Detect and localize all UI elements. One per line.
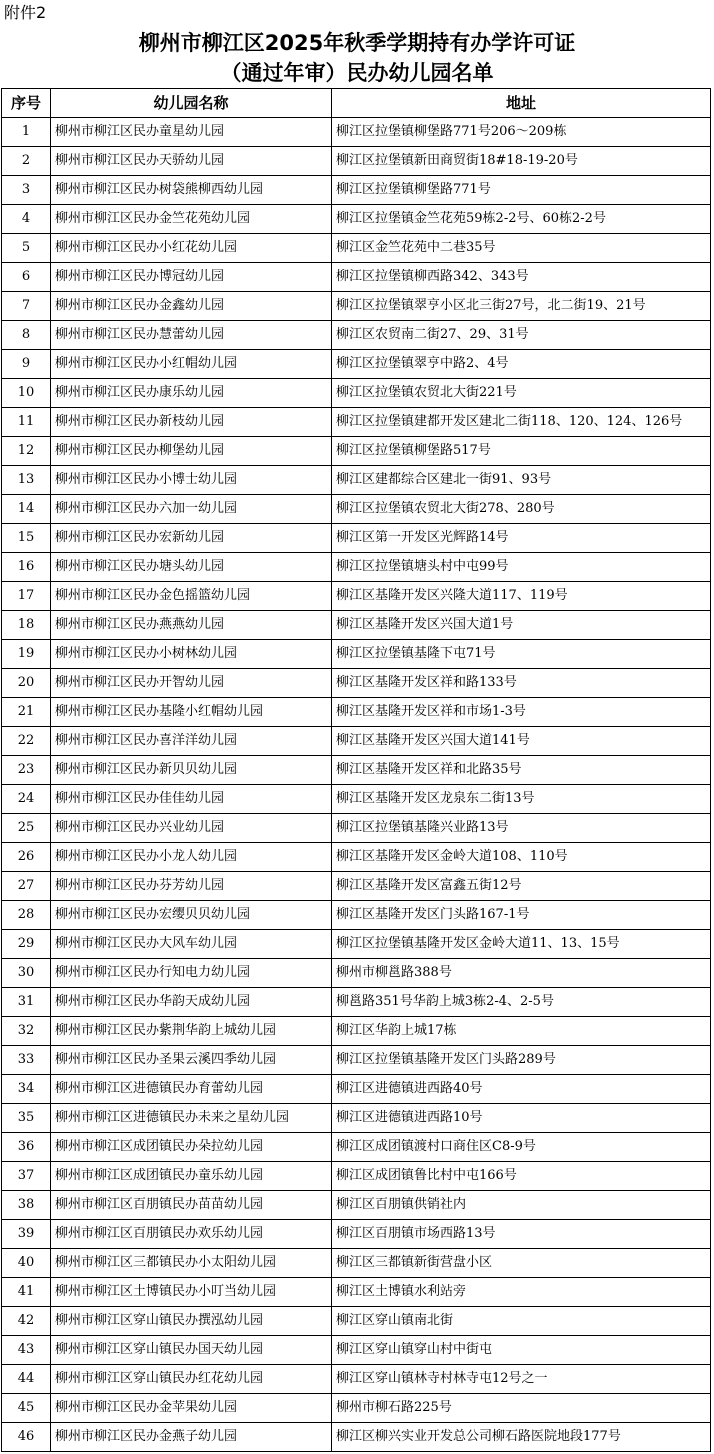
- row-serial-number: 44: [2, 1365, 51, 1394]
- row-serial-number: 9: [2, 350, 51, 379]
- row-address: 柳江区第一开发区光辉路14号: [332, 524, 711, 553]
- row-address: 柳江区拉堡镇柳堡路771号206～209栋: [332, 118, 711, 147]
- row-serial-number: 14: [2, 495, 51, 524]
- table-row: [2, 1394, 711, 1423]
- row-serial-number: 7: [2, 292, 51, 321]
- row-serial-number: 6: [2, 263, 51, 292]
- table-row: [2, 843, 711, 872]
- table-row: [2, 901, 711, 930]
- row-address: 柳江区穿山镇穿山村中街屯: [332, 1336, 711, 1365]
- row-address: 柳江区拉堡镇基隆开发区门头路289号: [332, 1046, 711, 1075]
- table-row: [2, 698, 711, 727]
- row-serial-number: 1: [2, 118, 51, 147]
- row-serial-number: 3: [2, 176, 51, 205]
- row-serial-number: 34: [2, 1075, 51, 1104]
- row-address: 柳江区百朋镇供销社内: [332, 1191, 711, 1220]
- row-kindergarten-name: 柳州市柳江区民办小红帽幼儿园: [51, 350, 332, 379]
- row-kindergarten-name: 柳州市柳江区穿山镇民办国天幼儿园: [51, 1336, 332, 1365]
- row-address: 柳江区拉堡镇基隆下屯71号: [332, 640, 711, 669]
- row-serial-number: 20: [2, 669, 51, 698]
- row-kindergarten-name: 柳州市柳江区民办圣果云溪四季幼儿园: [51, 1046, 332, 1075]
- row-kindergarten-name: 柳州市柳江区民办新贝贝幼儿园: [51, 756, 332, 785]
- row-serial-number: 15: [2, 524, 51, 553]
- row-address: 柳江区基隆开发区兴国大道1号: [332, 611, 711, 640]
- row-kindergarten-name: 柳州市柳江区民办燕燕幼儿园: [51, 611, 332, 640]
- row-kindergarten-name: 柳州市柳江区民办宏新幼儿园: [51, 524, 332, 553]
- table-header-row: [2, 89, 711, 118]
- row-kindergarten-name: 柳州市柳江区民办天骄幼儿园: [51, 147, 332, 176]
- row-address: 柳江区拉堡镇柳西路342、343号: [332, 263, 711, 292]
- table-row: [2, 350, 711, 379]
- table-row: [2, 437, 711, 466]
- table-row: [2, 640, 711, 669]
- table-row: [2, 379, 711, 408]
- table-row: [2, 524, 711, 553]
- row-kindergarten-name: 柳州市柳江区民办金燕子幼儿园: [51, 1423, 332, 1452]
- row-serial-number: 4: [2, 205, 51, 234]
- row-kindergarten-name: 柳州市柳江区民办兴业幼儿园: [51, 814, 332, 843]
- row-address: 柳江区拉堡镇柳堡路771号: [332, 176, 711, 205]
- row-serial-number: 23: [2, 756, 51, 785]
- row-kindergarten-name: 柳州市柳江区民办华韵天成幼儿园: [51, 988, 332, 1017]
- row-serial-number: 21: [2, 698, 51, 727]
- table-body: [2, 118, 711, 1452]
- row-address: 柳江区柳兴实业开发总公司柳石路医院地段177号: [332, 1423, 711, 1452]
- table-row: [2, 611, 711, 640]
- row-address: 柳江区基隆开发区兴国大道141号: [332, 727, 711, 756]
- row-kindergarten-name: 柳州市柳江区成团镇民办朵拉幼儿园: [51, 1133, 332, 1162]
- table-row: [2, 205, 711, 234]
- row-kindergarten-name: 柳州市柳江区民办喜洋洋幼儿园: [51, 727, 332, 756]
- row-kindergarten-name: 柳州市柳江区民办宏缨贝贝幼儿园: [51, 901, 332, 930]
- row-serial-number: 11: [2, 408, 51, 437]
- row-serial-number: 36: [2, 1133, 51, 1162]
- document-title-line-1: 柳州市柳江区2025年秋季学期持有办学许可证: [138, 31, 576, 55]
- table-row: [2, 321, 711, 350]
- row-address: 柳江区进德镇进西路40号: [332, 1075, 711, 1104]
- table-row: [2, 495, 711, 524]
- row-kindergarten-name: 柳州市柳江区民办金色摇篮幼儿园: [51, 582, 332, 611]
- kindergarten-list-table: [1, 88, 711, 1452]
- row-address: 柳江区基隆开发区龙泉东二街13号: [332, 785, 711, 814]
- row-serial-number: 33: [2, 1046, 51, 1075]
- table-row: [2, 1191, 711, 1220]
- row-serial-number: 30: [2, 959, 51, 988]
- row-serial-number: 27: [2, 872, 51, 901]
- row-kindergarten-name: 柳州市柳江区民办慧蕾幼儿园: [51, 321, 332, 350]
- table-row: [2, 1162, 711, 1191]
- row-address: 柳江区金竺花苑中二巷35号: [332, 234, 711, 263]
- row-kindergarten-name: 柳州市柳江区民办基隆小红帽幼儿园: [51, 698, 332, 727]
- row-address: 柳江区拉堡镇翠亨小区北三街27号，北二街19、21号: [332, 292, 711, 321]
- row-address: 柳江区穿山镇林寺村林寺屯12号之一: [332, 1365, 711, 1394]
- row-address: 柳江区基隆开发区祥和路133号: [332, 669, 711, 698]
- table-row: [2, 1017, 711, 1046]
- table-row: [2, 1278, 711, 1307]
- row-serial-number: 28: [2, 901, 51, 930]
- row-kindergarten-name: 柳州市柳江区进德镇民办未来之星幼儿园: [51, 1104, 332, 1133]
- table-row: [2, 1336, 711, 1365]
- row-serial-number: 40: [2, 1249, 51, 1278]
- row-address: 柳州市柳石路225号: [332, 1394, 711, 1423]
- row-address: 柳江区基隆开发区兴隆大道117、119号: [332, 582, 711, 611]
- table-row: [2, 408, 711, 437]
- table-row: [2, 466, 711, 495]
- row-kindergarten-name: 柳州市柳江区土博镇民办小叮当幼儿园: [51, 1278, 332, 1307]
- row-kindergarten-name: 柳州市柳江区百朋镇民办苗苗幼儿园: [51, 1191, 332, 1220]
- row-kindergarten-name: 柳州市柳江区民办紫荆华韵上城幼儿园: [51, 1017, 332, 1046]
- row-kindergarten-name: 柳州市柳江区民办金苹果幼儿园: [51, 1394, 332, 1423]
- row-address: 柳江区拉堡镇塘头村中屯99号: [332, 553, 711, 582]
- row-serial-number: 29: [2, 930, 51, 959]
- table-row: [2, 988, 711, 1017]
- row-address: 柳江区华韵上城17栋: [332, 1017, 711, 1046]
- row-address: 柳江区土博镇水利站旁: [332, 1278, 711, 1307]
- row-address: 柳州市柳邕路388号: [332, 959, 711, 988]
- row-kindergarten-name: 柳州市柳江区民办小博士幼儿园: [51, 466, 332, 495]
- row-serial-number: 42: [2, 1307, 51, 1336]
- row-address: 柳江区基隆开发区金岭大道108、110号: [332, 843, 711, 872]
- row-kindergarten-name: 柳州市柳江区进德镇民办育蕾幼儿园: [51, 1075, 332, 1104]
- row-serial-number: 39: [2, 1220, 51, 1249]
- row-serial-number: 16: [2, 553, 51, 582]
- row-kindergarten-name: 柳州市柳江区民办塘头幼儿园: [51, 553, 332, 582]
- header-address: 地址: [332, 89, 711, 118]
- row-serial-number: 12: [2, 437, 51, 466]
- table-row: [2, 118, 711, 147]
- header-kindergarten-name: 幼儿园名称: [51, 89, 332, 118]
- row-address: 柳江区基隆开发区祥和市场1-3号: [332, 698, 711, 727]
- row-address: 柳江区基隆开发区富鑫五街12号: [332, 872, 711, 901]
- table-row: [2, 234, 711, 263]
- row-serial-number: 8: [2, 321, 51, 350]
- table-row: [2, 582, 711, 611]
- table-row: [2, 1307, 711, 1336]
- row-serial-number: 41: [2, 1278, 51, 1307]
- table-row: [2, 292, 711, 321]
- table-row: [2, 1423, 711, 1452]
- table-row: [2, 1046, 711, 1075]
- row-address: 柳江区建都综合区建北一街91、93号: [332, 466, 711, 495]
- row-kindergarten-name: 柳州市柳江区民办大风车幼儿园: [51, 930, 332, 959]
- row-kindergarten-name: 柳州市柳江区三都镇民办小太阳幼儿园: [51, 1249, 332, 1278]
- row-address: 柳江区成团镇渡村口商住区C8-9号: [332, 1133, 711, 1162]
- row-address: 柳江区农贸南二街27、29、31号: [332, 321, 711, 350]
- row-kindergarten-name: 柳州市柳江区百朋镇民办欢乐幼儿园: [51, 1220, 332, 1249]
- row-address: 柳江区进德镇进西路10号: [332, 1104, 711, 1133]
- document-title-line-2: （通过年审）民办幼儿园名单: [220, 61, 494, 85]
- table-row: [2, 147, 711, 176]
- row-kindergarten-name: 柳州市柳江区民办开智幼儿园: [51, 669, 332, 698]
- row-kindergarten-name: 柳州市柳江区民办小龙人幼儿园: [51, 843, 332, 872]
- table-row: [2, 756, 711, 785]
- row-kindergarten-name: 柳州市柳江区穿山镇民办红花幼儿园: [51, 1365, 332, 1394]
- row-serial-number: 2: [2, 147, 51, 176]
- row-serial-number: 37: [2, 1162, 51, 1191]
- row-serial-number: 25: [2, 814, 51, 843]
- table-row: [2, 872, 711, 901]
- row-serial-number: 22: [2, 727, 51, 756]
- row-kindergarten-name: 柳州市柳江区民办康乐幼儿园: [51, 379, 332, 408]
- table-row: [2, 1220, 711, 1249]
- row-address: 柳江区拉堡镇柳堡路517号: [332, 437, 711, 466]
- row-serial-number: 45: [2, 1394, 51, 1423]
- row-serial-number: 5: [2, 234, 51, 263]
- row-kindergarten-name: 柳州市柳江区民办佳佳幼儿园: [51, 785, 332, 814]
- table-row: [2, 1133, 711, 1162]
- row-address: 柳江区拉堡镇农贸北大街278、280号: [332, 495, 711, 524]
- row-kindergarten-name: 柳州市柳江区民办树袋熊柳西幼儿园: [51, 176, 332, 205]
- row-serial-number: 13: [2, 466, 51, 495]
- row-serial-number: 19: [2, 640, 51, 669]
- row-address: 柳江区拉堡镇金竺花苑59栋2-2号、60栋2-2号: [332, 205, 711, 234]
- table-row: [2, 553, 711, 582]
- row-address: 柳江区穿山镇南北街: [332, 1307, 711, 1336]
- row-kindergarten-name: 柳州市柳江区民办金竺花苑幼儿园: [51, 205, 332, 234]
- row-kindergarten-name: 柳州市柳江区穿山镇民办撰泓幼儿园: [51, 1307, 332, 1336]
- row-address: 柳江区基隆开发区门头路167-1号: [332, 901, 711, 930]
- row-serial-number: 43: [2, 1336, 51, 1365]
- row-serial-number: 26: [2, 843, 51, 872]
- table-row: [2, 814, 711, 843]
- row-address: 柳江区拉堡镇农贸北大街221号: [332, 379, 711, 408]
- header-serial-number: 序号: [2, 89, 51, 118]
- row-serial-number: 18: [2, 611, 51, 640]
- row-kindergarten-name: 柳州市柳江区民办新枝幼儿园: [51, 408, 332, 437]
- attachment-label: 附件2: [4, 3, 47, 22]
- table-row: [2, 1075, 711, 1104]
- table-row: [2, 930, 711, 959]
- row-address: 柳江区基隆开发区祥和北路35号: [332, 756, 711, 785]
- row-serial-number: 35: [2, 1104, 51, 1133]
- row-kindergarten-name: 柳州市柳江区民办童星幼儿园: [51, 118, 332, 147]
- row-address: 柳江区三都镇新街营盘小区: [332, 1249, 711, 1278]
- row-address: 柳江区拉堡镇翠亨中路2、4号: [332, 350, 711, 379]
- table-row: [2, 1365, 711, 1394]
- row-address: 柳江区拉堡镇建都开发区建北二街118、120、124、126号: [332, 408, 711, 437]
- row-address: 柳江区拉堡镇基隆兴业路13号: [332, 814, 711, 843]
- table-row: [2, 959, 711, 988]
- row-serial-number: 46: [2, 1423, 51, 1452]
- row-serial-number: 10: [2, 379, 51, 408]
- row-kindergarten-name: 柳州市柳江区民办芬芳幼儿园: [51, 872, 332, 901]
- table-row: [2, 263, 711, 292]
- row-serial-number: 31: [2, 988, 51, 1017]
- table-row: [2, 176, 711, 205]
- table-row: [2, 1104, 711, 1133]
- row-kindergarten-name: 柳州市柳江区民办柳堡幼儿园: [51, 437, 332, 466]
- table-row: [2, 1249, 711, 1278]
- table-row: [2, 669, 711, 698]
- row-address: 柳邕路351号华韵上城3栋2-4、2-5号: [332, 988, 711, 1017]
- row-kindergarten-name: 柳州市柳江区民办金鑫幼儿园: [51, 292, 332, 321]
- row-address: 柳江区百朋镇市场西路13号: [332, 1220, 711, 1249]
- row-kindergarten-name: 柳州市柳江区民办小红花幼儿园: [51, 234, 332, 263]
- row-serial-number: 32: [2, 1017, 51, 1046]
- row-address: 柳江区成团镇鲁比村中屯166号: [332, 1162, 711, 1191]
- row-serial-number: 17: [2, 582, 51, 611]
- row-serial-number: 24: [2, 785, 51, 814]
- row-kindergarten-name: 柳州市柳江区民办六加一幼儿园: [51, 495, 332, 524]
- row-address: 柳江区拉堡镇新田商贸街18#18-19-20号: [332, 147, 711, 176]
- row-address: 柳江区拉堡镇基隆开发区金岭大道11、13、15号: [332, 930, 711, 959]
- row-kindergarten-name: 柳州市柳江区民办博冠幼儿园: [51, 263, 332, 292]
- row-kindergarten-name: 柳州市柳江区民办行知电力幼儿园: [51, 959, 332, 988]
- table-row: [2, 727, 711, 756]
- row-serial-number: 38: [2, 1191, 51, 1220]
- row-kindergarten-name: 柳州市柳江区成团镇民办童乐幼儿园: [51, 1162, 332, 1191]
- table-row: [2, 785, 711, 814]
- row-kindergarten-name: 柳州市柳江区民办小树林幼儿园: [51, 640, 332, 669]
